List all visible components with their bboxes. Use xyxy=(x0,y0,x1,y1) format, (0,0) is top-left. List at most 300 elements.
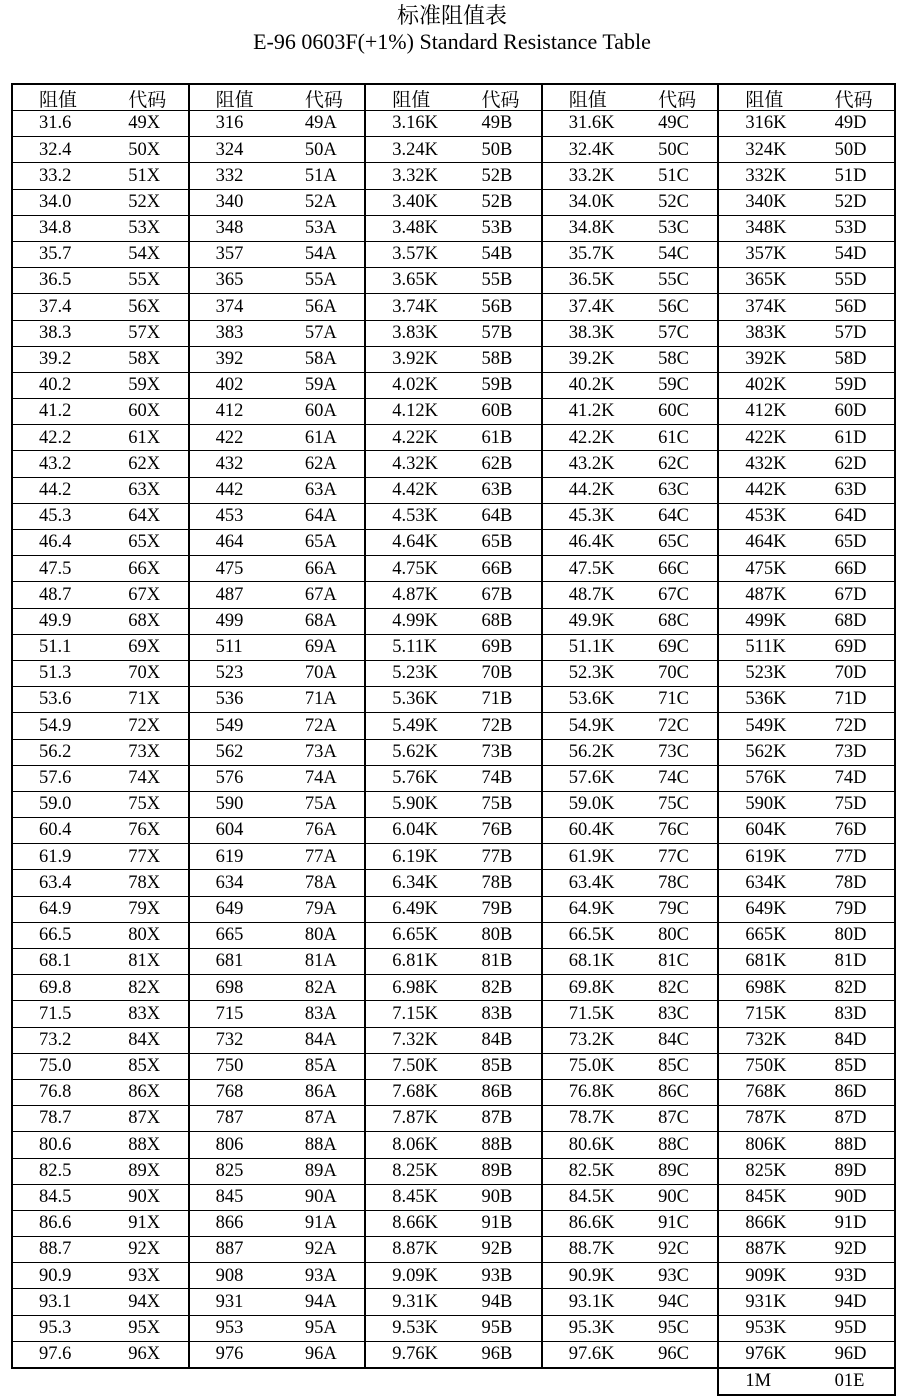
resistance-code: 57A xyxy=(277,320,365,346)
resistance-code: 53A xyxy=(277,215,365,241)
resistance-value: 34.0K xyxy=(542,189,630,215)
resistance-code: 87A xyxy=(277,1106,365,1132)
resistance-value: 681K xyxy=(718,949,806,975)
resistance-value: 46.4 xyxy=(12,530,100,556)
resistance-code: 93B xyxy=(453,1263,541,1289)
resistance-code: 52B xyxy=(453,189,541,215)
resistance-code: 52C xyxy=(630,189,718,215)
resistance-value: 866K xyxy=(718,1210,806,1236)
resistance-value: 976 xyxy=(189,1341,277,1368)
resistance-value: 6.65K xyxy=(365,922,453,948)
resistance-value: 931K xyxy=(718,1289,806,1315)
resistance-code: 70X xyxy=(100,660,188,686)
header-code: 代码 xyxy=(630,84,718,111)
resistance-code: 50D xyxy=(807,137,895,163)
header-value: 阻值 xyxy=(189,84,277,111)
resistance-value: 66.5K xyxy=(542,922,630,948)
resistance-value: 59.0 xyxy=(12,791,100,817)
resistance-code: 51X xyxy=(100,163,188,189)
resistance-code: 55X xyxy=(100,268,188,294)
resistance-code: 89C xyxy=(630,1158,718,1184)
resistance-value: 38.3 xyxy=(12,320,100,346)
table-row xyxy=(12,713,895,739)
resistance-value: 3.65K xyxy=(365,268,453,294)
resistance-code: 79C xyxy=(630,896,718,922)
resistance-code: 96B xyxy=(453,1341,541,1368)
resistance-value: 39.2 xyxy=(12,346,100,372)
resistance-code: 90D xyxy=(807,1184,895,1210)
table-row xyxy=(12,163,895,189)
resistance-code: 56B xyxy=(453,294,541,320)
table-row xyxy=(12,687,895,713)
resistance-value: 84.5 xyxy=(12,1184,100,1210)
table-row xyxy=(12,399,895,425)
resistance-code: 58A xyxy=(277,346,365,372)
table-row xyxy=(12,634,895,660)
resistance-code: 62X xyxy=(100,451,188,477)
resistance-code: 71A xyxy=(277,687,365,713)
resistance-code: 94X xyxy=(100,1289,188,1315)
resistance-value: 649 xyxy=(189,896,277,922)
resistance-code: 93A xyxy=(277,1263,365,1289)
resistance-value: 365K xyxy=(718,268,806,294)
resistance-value: 60.4 xyxy=(12,818,100,844)
resistance-code: 67D xyxy=(807,582,895,608)
resistance-value: 5.23K xyxy=(365,660,453,686)
resistance-value: 93.1K xyxy=(542,1289,630,1315)
table-row xyxy=(12,949,895,975)
resistance-value: 787 xyxy=(189,1106,277,1132)
resistance-value: 4.42K xyxy=(365,477,453,503)
resistance-value: 732 xyxy=(189,1027,277,1053)
resistance-value: 7.68K xyxy=(365,1079,453,1105)
resistance-code: 53X xyxy=(100,215,188,241)
resistance-value: 316K xyxy=(718,111,806,137)
empty-cell xyxy=(277,1368,365,1395)
resistance-code: 93D xyxy=(807,1263,895,1289)
resistance-code: 79X xyxy=(100,896,188,922)
resistance-code: 88X xyxy=(100,1132,188,1158)
resistance-code: 73X xyxy=(100,739,188,765)
resistance-value: 357 xyxy=(189,241,277,267)
table-row xyxy=(12,189,895,215)
resistance-code: 79A xyxy=(277,896,365,922)
resistance-code: 88A xyxy=(277,1132,365,1158)
resistance-value: 523K xyxy=(718,660,806,686)
resistance-value: 374 xyxy=(189,294,277,320)
resistance-value: 750 xyxy=(189,1053,277,1079)
resistance-code: 72A xyxy=(277,713,365,739)
resistance-value: 634K xyxy=(718,870,806,896)
resistance-code: 90C xyxy=(630,1184,718,1210)
resistance-value: 56.2K xyxy=(542,739,630,765)
resistance-value: 6.98K xyxy=(365,975,453,1001)
resistance-code: 84X xyxy=(100,1027,188,1053)
resistance-value: 475K xyxy=(718,556,806,582)
resistance-code: 81X xyxy=(100,949,188,975)
resistance-value: 73.2 xyxy=(12,1027,100,1053)
resistance-value: 32.4K xyxy=(542,137,630,163)
resistance-value: 51.1 xyxy=(12,634,100,660)
resistance-code: 95B xyxy=(453,1315,541,1341)
resistance-value: 82.5 xyxy=(12,1158,100,1184)
resistance-value: 412K xyxy=(718,399,806,425)
resistance-code: 53D xyxy=(807,215,895,241)
resistance-code: 68B xyxy=(453,608,541,634)
resistance-value: 71.5 xyxy=(12,1001,100,1027)
resistance-code: 82B xyxy=(453,975,541,1001)
resistance-value: 576K xyxy=(718,765,806,791)
resistance-value: 4.75K xyxy=(365,556,453,582)
resistance-code: 87X xyxy=(100,1106,188,1132)
resistance-code: 52A xyxy=(277,189,365,215)
resistance-value: 340 xyxy=(189,189,277,215)
resistance-value: 61.9K xyxy=(542,844,630,870)
resistance-value: 487 xyxy=(189,582,277,608)
resistance-code: 91X xyxy=(100,1210,188,1236)
resistance-value: 332K xyxy=(718,163,806,189)
table-header-row xyxy=(12,84,895,111)
table-row xyxy=(12,1027,895,1053)
resistance-value: 31.6K xyxy=(542,111,630,137)
resistance-value: 475 xyxy=(189,556,277,582)
resistance-code: 57D xyxy=(807,320,895,346)
resistance-code: 84C xyxy=(630,1027,718,1053)
resistance-code: 92C xyxy=(630,1237,718,1263)
resistance-value: 51.3 xyxy=(12,660,100,686)
resistance-code: 82A xyxy=(277,975,365,1001)
resistance-value: 88.7 xyxy=(12,1237,100,1263)
table-row xyxy=(12,294,895,320)
resistance-value: 82.5K xyxy=(542,1158,630,1184)
resistance-code: 61D xyxy=(807,425,895,451)
resistance-code: 65D xyxy=(807,530,895,556)
resistance-code: 83A xyxy=(277,1001,365,1027)
resistance-code: 78A xyxy=(277,870,365,896)
resistance-code: 62A xyxy=(277,451,365,477)
resistance-value: 750K xyxy=(718,1053,806,1079)
table-row xyxy=(12,1158,895,1184)
resistance-code: 63D xyxy=(807,477,895,503)
resistance-value: 768 xyxy=(189,1079,277,1105)
resistance-code: 92D xyxy=(807,1237,895,1263)
resistance-code: 81D xyxy=(807,949,895,975)
resistance-value: 86.6 xyxy=(12,1210,100,1236)
table-row xyxy=(12,1263,895,1289)
resistance-value: 348 xyxy=(189,215,277,241)
resistance-code: 49A xyxy=(277,111,365,137)
table-row xyxy=(12,791,895,817)
resistance-value: 45.3 xyxy=(12,503,100,529)
resistance-value: 825K xyxy=(718,1158,806,1184)
resistance-code: 90A xyxy=(277,1184,365,1210)
resistance-value: 90.9 xyxy=(12,1263,100,1289)
empty-cell xyxy=(453,1368,541,1395)
resistance-value: 392 xyxy=(189,346,277,372)
resistance-code: 50X xyxy=(100,137,188,163)
table-row xyxy=(12,372,895,398)
resistance-code: 83X xyxy=(100,1001,188,1027)
resistance-code: 86D xyxy=(807,1079,895,1105)
resistance-value: 464K xyxy=(718,530,806,556)
header-code: 代码 xyxy=(277,84,365,111)
resistance-code: 53C xyxy=(630,215,718,241)
resistance-table-body xyxy=(12,84,895,1395)
resistance-code: 96C xyxy=(630,1341,718,1368)
resistance-code: 49C xyxy=(630,111,718,137)
resistance-code: 64C xyxy=(630,503,718,529)
resistance-value: 3.16K xyxy=(365,111,453,137)
table-row xyxy=(12,503,895,529)
resistance-value: 976K xyxy=(718,1341,806,1368)
resistance-value: 422 xyxy=(189,425,277,451)
resistance-value: 8.87K xyxy=(365,1237,453,1263)
resistance-value: 3.83K xyxy=(365,320,453,346)
resistance-code: 94B xyxy=(453,1289,541,1315)
resistance-value: 422K xyxy=(718,425,806,451)
resistance-value: 332 xyxy=(189,163,277,189)
resistance-code: 77X xyxy=(100,844,188,870)
resistance-code: 75C xyxy=(630,791,718,817)
resistance-value: 78.7K xyxy=(542,1106,630,1132)
resistance-value: 86.6K xyxy=(542,1210,630,1236)
resistance-value: 3.40K xyxy=(365,189,453,215)
table-row xyxy=(12,1341,895,1368)
resistance-value: 3.48K xyxy=(365,215,453,241)
resistance-code: 77C xyxy=(630,844,718,870)
resistance-code: 71B xyxy=(453,687,541,713)
resistance-value: 34.0 xyxy=(12,189,100,215)
resistance-code: 80A xyxy=(277,922,365,948)
resistance-value: 908 xyxy=(189,1263,277,1289)
resistance-code: 88B xyxy=(453,1132,541,1158)
table-row xyxy=(12,922,895,948)
resistance-value: 44.2K xyxy=(542,477,630,503)
resistance-code: 49B xyxy=(453,111,541,137)
resistance-value: 57.6K xyxy=(542,765,630,791)
table-row xyxy=(12,582,895,608)
resistance-code: 63C xyxy=(630,477,718,503)
resistance-value: 57.6 xyxy=(12,765,100,791)
resistance-value: 549K xyxy=(718,713,806,739)
resistance-code: 77A xyxy=(277,844,365,870)
resistance-code: 85D xyxy=(807,1053,895,1079)
table-row xyxy=(12,556,895,582)
table-row xyxy=(12,1237,895,1263)
table-row xyxy=(12,1210,895,1236)
resistance-code: 89X xyxy=(100,1158,188,1184)
resistance-code: 62B xyxy=(453,451,541,477)
table-row xyxy=(12,765,895,791)
resistance-code: 76C xyxy=(630,818,718,844)
resistance-value: 357K xyxy=(718,241,806,267)
resistance-value: 80.6 xyxy=(12,1132,100,1158)
resistance-code: 86C xyxy=(630,1079,718,1105)
resistance-code: 95D xyxy=(807,1315,895,1341)
resistance-value: 63.4 xyxy=(12,870,100,896)
resistance-code: 72B xyxy=(453,713,541,739)
resistance-value: 432K xyxy=(718,451,806,477)
resistance-value: 499 xyxy=(189,608,277,634)
resistance-value: 84.5K xyxy=(542,1184,630,1210)
resistance-value: 649K xyxy=(718,896,806,922)
resistance-code: 76A xyxy=(277,818,365,844)
resistance-value: 4.53K xyxy=(365,503,453,529)
resistance-code: 59D xyxy=(807,372,895,398)
empty-cell xyxy=(365,1368,453,1395)
resistance-code: 80D xyxy=(807,922,895,948)
resistance-code: 68X xyxy=(100,608,188,634)
table-row xyxy=(12,818,895,844)
resistance-code: 72D xyxy=(807,713,895,739)
resistance-value: 3.32K xyxy=(365,163,453,189)
resistance-code: 86B xyxy=(453,1079,541,1105)
resistance-code: 69C xyxy=(630,634,718,660)
resistance-value: 54.9K xyxy=(542,713,630,739)
resistance-value: 37.4K xyxy=(542,294,630,320)
resistance-code: 51A xyxy=(277,163,365,189)
resistance-value: 49.9 xyxy=(12,608,100,634)
resistance-value: 43.2 xyxy=(12,451,100,477)
resistance-code: 73B xyxy=(453,739,541,765)
resistance-value: 3.57K xyxy=(365,241,453,267)
resistance-code: 78X xyxy=(100,870,188,896)
resistance-code: 61C xyxy=(630,425,718,451)
resistance-value: 32.4 xyxy=(12,137,100,163)
table-row xyxy=(12,844,895,870)
resistance-value: 619 xyxy=(189,844,277,870)
resistance-value: 1M xyxy=(718,1368,806,1395)
resistance-code: 57X xyxy=(100,320,188,346)
table-extra-row xyxy=(12,1368,895,1395)
resistance-code: 80X xyxy=(100,922,188,948)
resistance-value: 576 xyxy=(189,765,277,791)
resistance-value: 549 xyxy=(189,713,277,739)
resistance-value: 4.87K xyxy=(365,582,453,608)
table-row xyxy=(12,268,895,294)
resistance-value: 34.8 xyxy=(12,215,100,241)
table-row xyxy=(12,451,895,477)
resistance-value: 52.3K xyxy=(542,660,630,686)
resistance-value: 6.34K xyxy=(365,870,453,896)
resistance-value: 41.2 xyxy=(12,399,100,425)
resistance-value: 619K xyxy=(718,844,806,870)
page-title-en: E-96 0603F(+1%) Standard Resistance Table xyxy=(253,29,651,54)
resistance-code: 72C xyxy=(630,713,718,739)
resistance-value: 45.3K xyxy=(542,503,630,529)
resistance-value: 590 xyxy=(189,791,277,817)
resistance-code: 67B xyxy=(453,582,541,608)
resistance-value: 6.04K xyxy=(365,818,453,844)
resistance-value: 464 xyxy=(189,530,277,556)
resistance-value: 374K xyxy=(718,294,806,320)
resistance-value: 44.2 xyxy=(12,477,100,503)
resistance-value: 806K xyxy=(718,1132,806,1158)
resistance-code: 95A xyxy=(277,1315,365,1341)
resistance-value: 53.6 xyxy=(12,687,100,713)
resistance-code: 54D xyxy=(807,241,895,267)
resistance-code: 60X xyxy=(100,399,188,425)
resistance-code: 73D xyxy=(807,739,895,765)
resistance-value: 7.87K xyxy=(365,1106,453,1132)
resistance-code: 75D xyxy=(807,791,895,817)
resistance-value: 768K xyxy=(718,1079,806,1105)
resistance-code: 58D xyxy=(807,346,895,372)
table-row xyxy=(12,530,895,556)
resistance-code: 57C xyxy=(630,320,718,346)
resistance-value: 5.90K xyxy=(365,791,453,817)
resistance-value: 562 xyxy=(189,739,277,765)
resistance-value: 8.45K xyxy=(365,1184,453,1210)
resistance-value: 9.31K xyxy=(365,1289,453,1315)
resistance-code: 60B xyxy=(453,399,541,425)
table-row xyxy=(12,111,895,137)
resistance-value: 806 xyxy=(189,1132,277,1158)
resistance-value: 8.25K xyxy=(365,1158,453,1184)
resistance-value: 6.81K xyxy=(365,949,453,975)
resistance-value: 48.7 xyxy=(12,582,100,608)
header-value: 阻值 xyxy=(12,84,100,111)
resistance-code: 61A xyxy=(277,425,365,451)
resistance-value: 35.7K xyxy=(542,241,630,267)
resistance-code: 65X xyxy=(100,530,188,556)
resistance-code: 66D xyxy=(807,556,895,582)
resistance-value: 845K xyxy=(718,1184,806,1210)
resistance-value: 59.0K xyxy=(542,791,630,817)
resistance-code: 89D xyxy=(807,1158,895,1184)
resistance-value: 68.1 xyxy=(12,949,100,975)
resistance-value: 698 xyxy=(189,975,277,1001)
resistance-value: 845 xyxy=(189,1184,277,1210)
resistance-code: 90X xyxy=(100,1184,188,1210)
table-row xyxy=(12,975,895,1001)
resistance-code: 55C xyxy=(630,268,718,294)
resistance-value: 402 xyxy=(189,372,277,398)
resistance-code: 68A xyxy=(277,608,365,634)
resistance-code: 74X xyxy=(100,765,188,791)
resistance-code: 95X xyxy=(100,1315,188,1341)
resistance-code: 81C xyxy=(630,949,718,975)
header-code: 代码 xyxy=(100,84,188,111)
resistance-code: 66X xyxy=(100,556,188,582)
resistance-value: 523 xyxy=(189,660,277,686)
resistance-value: 69.8K xyxy=(542,975,630,1001)
resistance-value: 39.2K xyxy=(542,346,630,372)
resistance-value: 499K xyxy=(718,608,806,634)
resistance-code: 69B xyxy=(453,634,541,660)
table-row xyxy=(12,346,895,372)
resistance-code: 85C xyxy=(630,1053,718,1079)
resistance-code: 83D xyxy=(807,1001,895,1027)
resistance-code: 56A xyxy=(277,294,365,320)
resistance-code: 93C xyxy=(630,1263,718,1289)
resistance-code: 84D xyxy=(807,1027,895,1053)
resistance-value: 51.1K xyxy=(542,634,630,660)
resistance-value: 665K xyxy=(718,922,806,948)
resistance-code: 83B xyxy=(453,1001,541,1027)
resistance-code: 79D xyxy=(807,896,895,922)
resistance-code: 56D xyxy=(807,294,895,320)
resistance-code: 85B xyxy=(453,1053,541,1079)
resistance-code: 70D xyxy=(807,660,895,686)
resistance-code: 63B xyxy=(453,477,541,503)
resistance-code: 91A xyxy=(277,1210,365,1236)
table-row xyxy=(12,896,895,922)
resistance-value: 42.2 xyxy=(12,425,100,451)
resistance-code: 59C xyxy=(630,372,718,398)
resistance-code: 60A xyxy=(277,399,365,425)
resistance-value: 36.5 xyxy=(12,268,100,294)
